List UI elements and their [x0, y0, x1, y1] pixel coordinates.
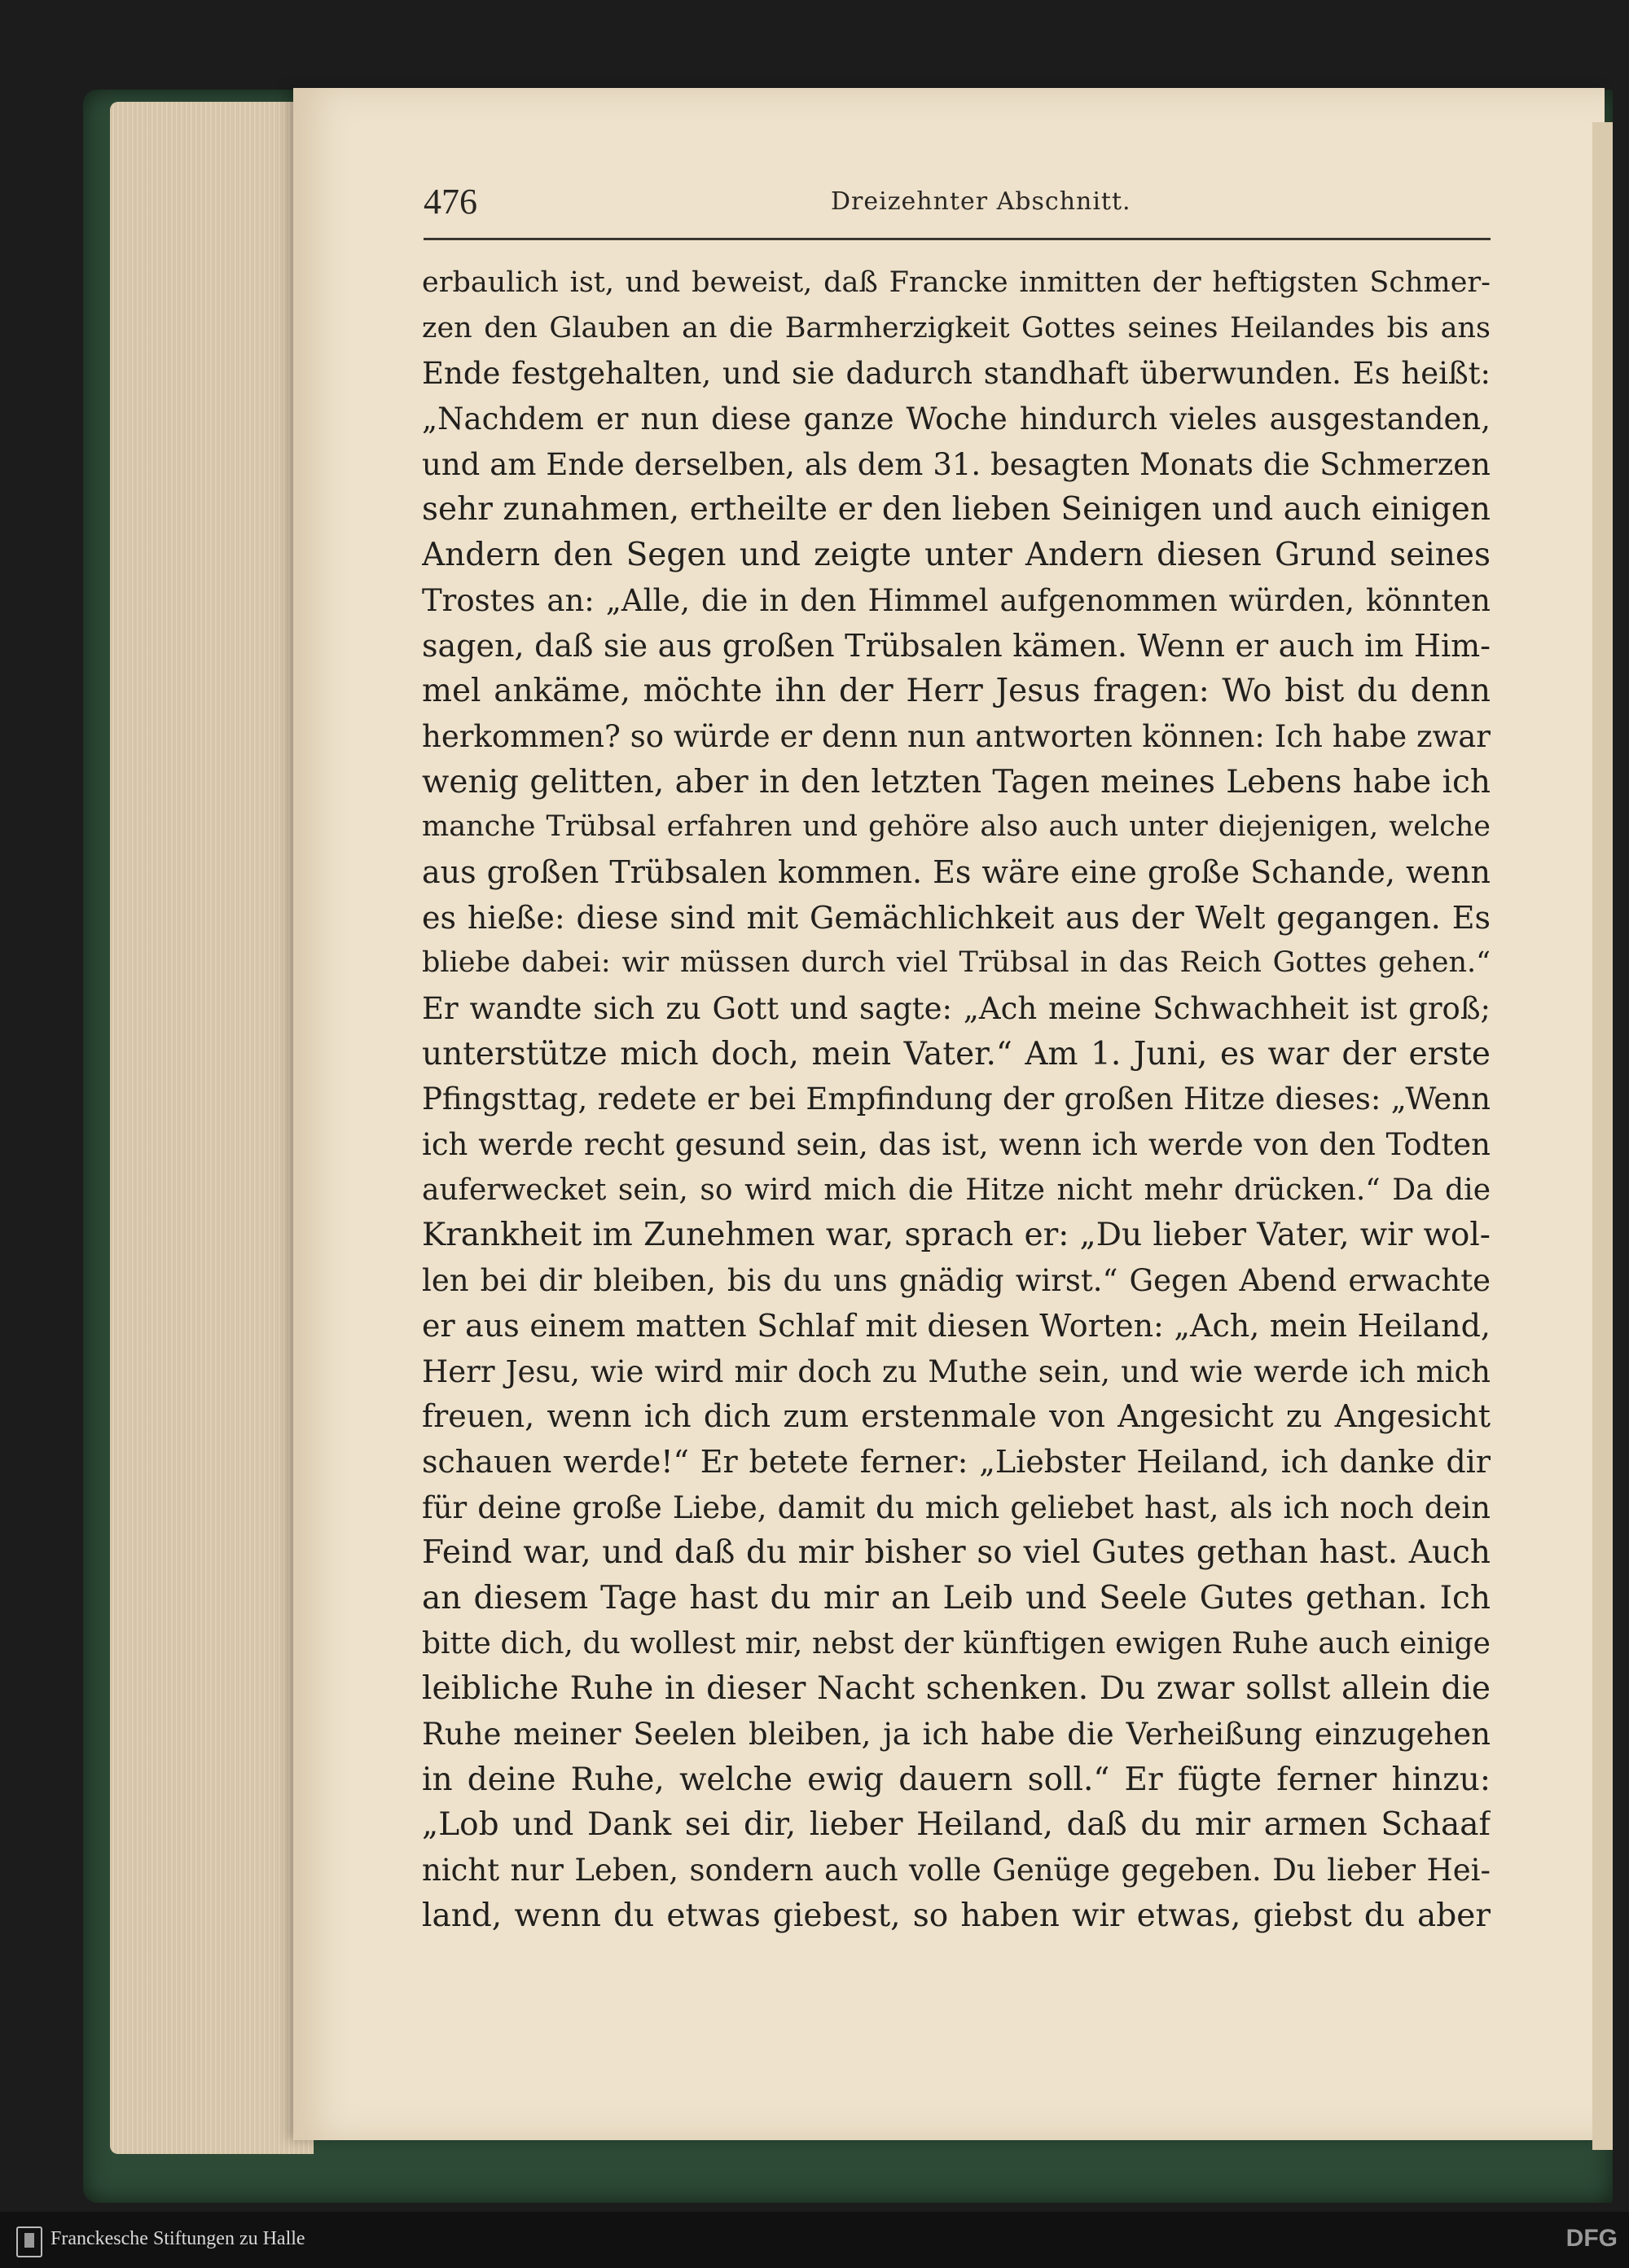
text-line: Herr Jesu, wie wird mir doch zu Muthe sein, und wie werde ich mich	[422, 1353, 1491, 1389]
text-line: er aus einem matten Schlaf mit diesen Worten: „Ach, mein Heiland,	[422, 1307, 1491, 1344]
text-line: Feind war, und daß du mir bisher so viel Gutes gethan hast. Auch	[422, 1534, 1491, 1572]
text-line: für deine große Liebe, damit du mich geliebet hast, als ich noch dein	[422, 1489, 1491, 1525]
text-line: erbaulich ist, und beweist, daß Francke inmitten der heftigsten Schmer-	[422, 266, 1491, 299]
text-line: Trostes an: „Alle, die in den Himmel aufgenommen würden, könnten	[422, 582, 1491, 618]
text-line: freuen, wenn ich dich zum erstenmale von Angesicht zu Angesicht	[422, 1398, 1491, 1435]
text-line: in deine Ruhe, welche ewig dauern soll.“ Er fügte ferner hinzu:	[422, 1761, 1491, 1798]
footer-institution: Franckesche Stiftungen zu Halle	[50, 2228, 305, 2249]
text-line: an diesem Tage hast du mir an Leib und Seele Gutes gethan. Ich	[422, 1579, 1491, 1617]
page-right-edge	[1592, 122, 1613, 2150]
text-line: len bei dir bleiben, bis du uns gnädig wirst.“ Gegen Abend erwachte	[422, 1263, 1491, 1299]
text-line: manche Trübsal erfahren und gehöre also auch unter diejenigen, welche	[422, 810, 1491, 844]
institution-logo-icon	[16, 2226, 42, 2257]
text-line: „Nachdem er nun diese ganze Woche hindurch vieles ausgestanden,	[422, 401, 1491, 437]
text-line: und am Ende derselben, als dem 31. besagten Monats die Schmerzen	[422, 446, 1491, 482]
text-line: auferwecket sein, so wird mich die Hitze nicht mehr drücken.“ Da die	[422, 1173, 1491, 1207]
text-line: zen den Glauben an die Barmherzigkeit Gottes seines Heilandes bis ans	[422, 311, 1491, 344]
running-head	[424, 181, 1491, 240]
text-line: nicht nur Leben, sondern auch volle Genüge gegeben. Du lieber Hei-	[422, 1853, 1491, 1889]
text-line: Krankheit im Zunehmen war, sprach er: „Du lieber Vater, wir wol-	[422, 1217, 1491, 1254]
page-edges	[110, 102, 314, 2154]
text-line: Ende festgehalten, und sie dadurch standhaft überwunden. Es heißt:	[422, 356, 1491, 392]
text-line: leibliche Ruhe in dieser Nacht schenken. Du zwar sollst allein die	[422, 1670, 1491, 1708]
text-line: mel ankäme, möchte ihn der Herr Jesus fragen: Wo bist du denn	[422, 673, 1491, 710]
text-line: bitte dich, du wollest mir, nebst der künftigen ewigen Ruhe auch einige	[422, 1626, 1491, 1660]
text-line: wenig gelitten, aber in den letzten Tagen meines Lebens habe ich	[422, 763, 1491, 801]
body-text	[422, 261, 1491, 1938]
text-line: land, wenn du etwas giebest, so haben wir etwas, giebst du aber	[422, 1897, 1491, 1934]
text-line: sehr zunahmen, ertheilte er den lieben Seinigen und auch einigen	[422, 491, 1491, 529]
text-line: herkommen? so würde er denn nun antworten können: Ich habe zwar	[422, 718, 1491, 754]
section-title: Dreizehnter Abschnitt.	[831, 187, 1131, 216]
text-line: sagen, daß sie aus großen Trübsalen kämen. Wenn er auch im Him-	[422, 627, 1491, 664]
text-line: ich werde recht gesund sein, das ist, wenn ich werde von den Todten	[422, 1127, 1491, 1163]
text-line: schauen werde!“ Er betete ferner: „Liebster Heiland, ich danke dir	[422, 1443, 1491, 1480]
page-number: 476	[424, 182, 477, 222]
text-line: Ruhe meiner Seelen bleiben, ja ich habe die Verheißung einzugehen	[422, 1717, 1491, 1752]
text-line: Andern den Segen und zeigte unter Andern diesen Grund seines	[422, 537, 1491, 574]
text-line: unterstütze mich doch, mein Vater.“ Am 1. Juni, es war der erste	[422, 1035, 1491, 1073]
text-line: aus großen Trübsalen kommen. Es wäre eine große Schande, wenn	[422, 853, 1491, 890]
footer-mark: DFG	[1565, 2225, 1618, 2252]
footer-bar	[0, 2212, 1629, 2268]
text-line: es hieße: diese sind mit Gemächlichkeit aus der Welt gegangen. Es	[422, 899, 1491, 936]
text-line: Pfingsttag, redete er bei Empfindung der großen Hitze dieses: „Wenn	[422, 1081, 1491, 1117]
text-line: Er wandte sich zu Gott und sagte: „Ach meine Schwachheit ist groß;	[422, 991, 1491, 1026]
text-line: „Lob und Dank sei dir, lieber Heiland, daß du mir armen Schaaf	[422, 1806, 1491, 1844]
text-line: bliebe dabei: wir müssen durch viel Trübsal in das Reich Gottes gehen.“	[422, 946, 1491, 980]
